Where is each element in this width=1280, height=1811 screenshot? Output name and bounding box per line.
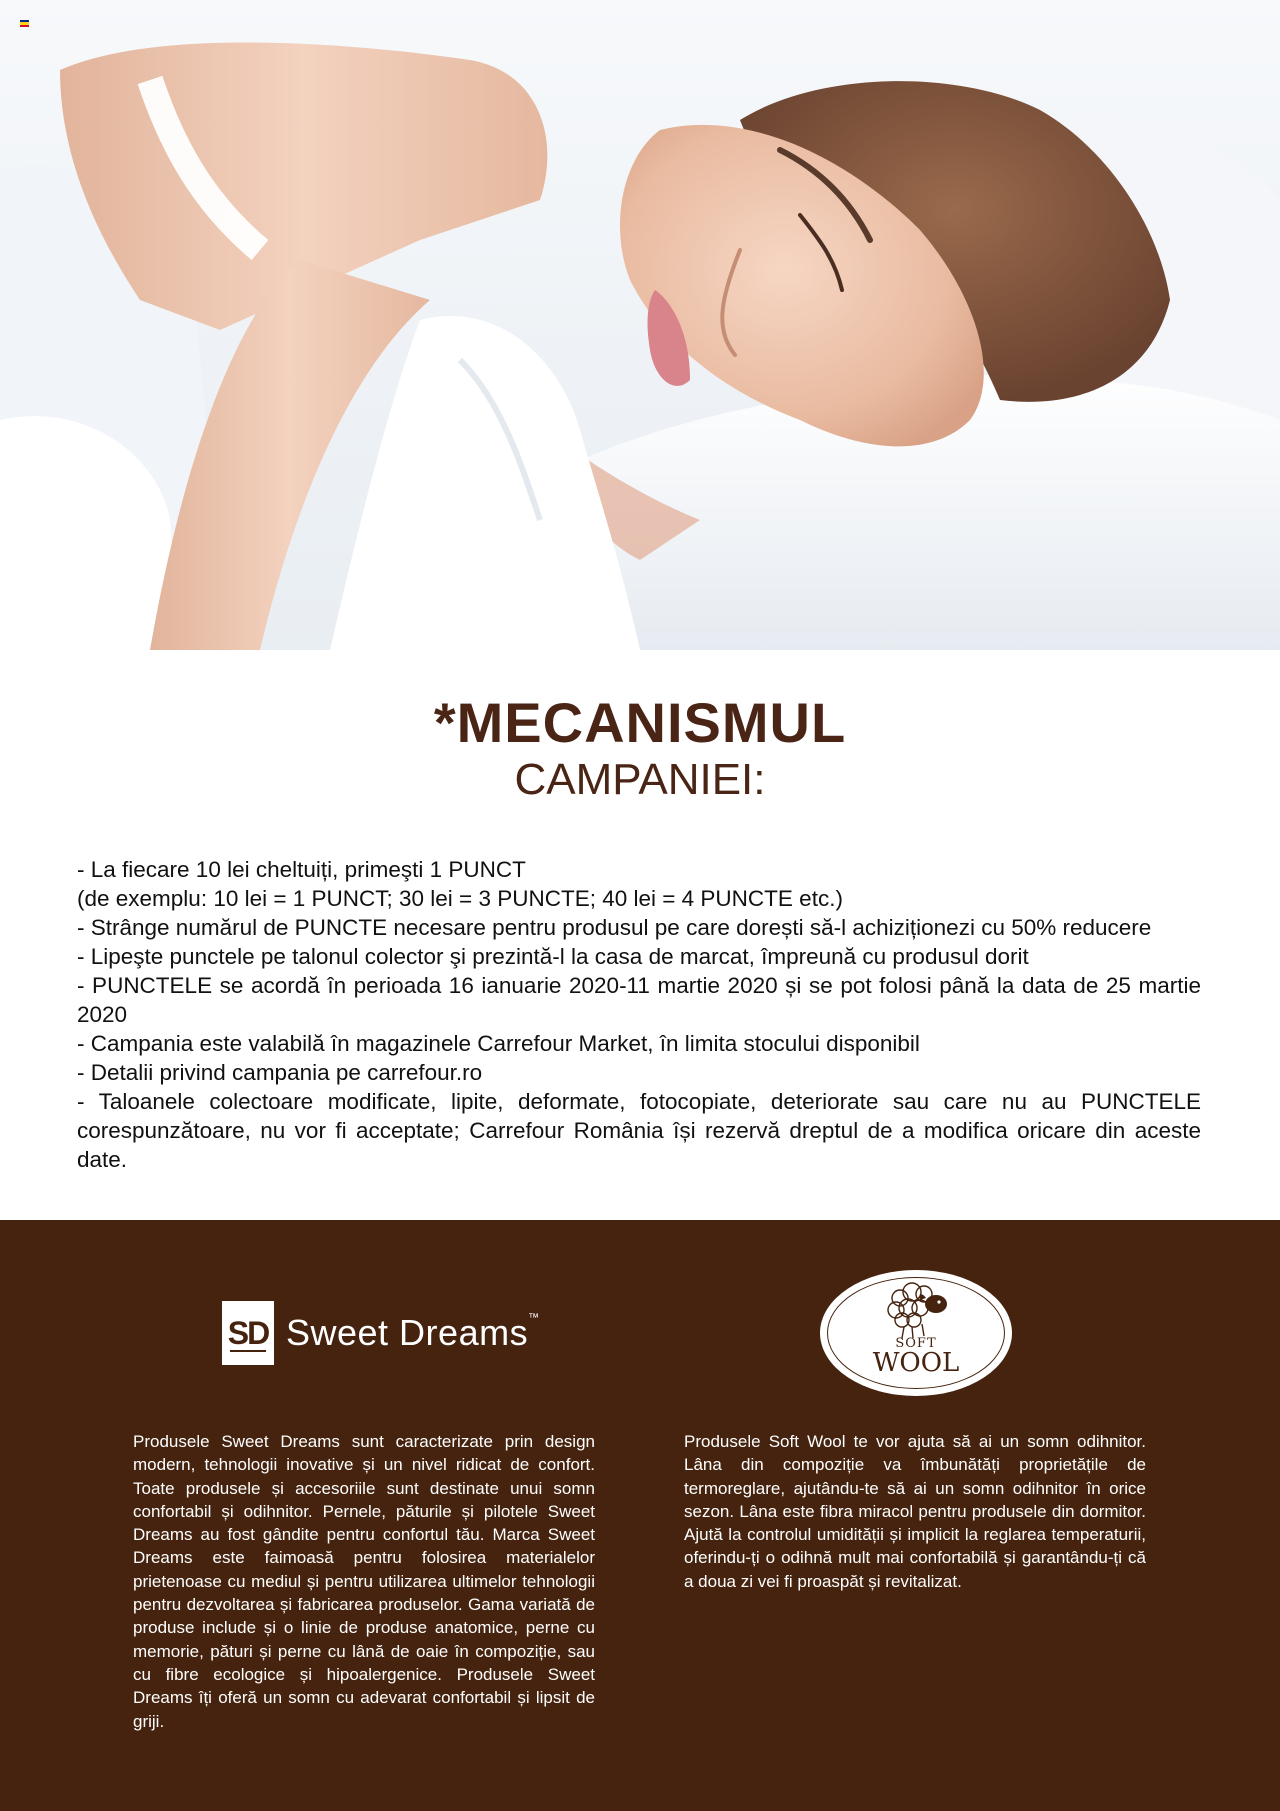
mechanism-subtitle: CAMPANIEI: (514, 755, 766, 804)
soft-wool-logo (820, 1270, 1012, 1396)
rule-line: - PUNCTELE se acordă în perioada 16 ianuarie 2020-11 martie 2020 și se pot folosi până la data de 25 martie 2020 (77, 973, 1201, 1027)
romanian-flag-icon (20, 20, 29, 27)
trademark-symbol: ™ (528, 1312, 540, 1324)
brands-section (0, 1220, 1280, 1811)
sheep-icon (882, 1278, 954, 1340)
hero-photo (0, 0, 1280, 650)
sweet-dreams-description: Produsele Sweet Dreams sunt caracterizate prin design modern, tehnologii inovative și un nivel ridicat de confort. Toate produsele și accesoriile sunt destinate unui somn confortabil și odihnitor. Pernele, păturile și pilotele Sweet Dreams au fost gândite pentru confortul tău. Marca Sweet Dreams este faimoasă pentru folosirea materialelor prietenoase cu mediul și pentru utilizarea ultimelor tehnologii pentru dezvoltarea și fabricarea produselor. Gama variată de produse include și o linie de produse anatomice, perne cu memorie, pături și perne cu lână de oaie în compoziție, sau cu fibre ecologice și hipoalergenice. Produsele Sweet Dreams îți oferă un somn cu adevarat confortabil și lipsit de griji. (133, 1432, 595, 1731)
mechanism-title: *MECANISMUL (433, 691, 847, 754)
rule-line: - Detalii privind campania pe carrefour.ro (77, 1060, 483, 1085)
soft-wool-description: Produsele Soft Wool te vor ajuta să ai un somn odihnitor. Lâna din compoziție va îmbunătăți proprietățile de termoreglare, ajutându-te să ai un somn odihnitor în orice sezon. Lâna este fibra miracol pentru produsele din dormitor. Ajută la controlul umidității și implicit la reglarea temperaturii, oferindu-ți o odihnă mult mai confortabilă și garantându-ți că a doua zi vei fi proaspăt și revitalizat. (684, 1432, 1146, 1591)
rule-line: - Strânge numărul de PUNCTE necesare pentru produsul pe care dorești să-l achiziționezi cu 50% reducere (77, 915, 1152, 940)
sd-mark: SD (222, 1301, 274, 1365)
sleeping-woman-illustration (0, 0, 1280, 650)
campaign-mechanism-section (0, 650, 1280, 1220)
campaign-rules (77, 855, 1201, 1174)
rule-line: - Taloanele colectoare modificate, lipite, deformate, fotocopiate, deteriorate sau care nu au PUNCTELE corespunzătoare, nu vor fi acceptate; Carrefour România își rezervă dreptul de a modifica oricare din aceste date. (77, 1089, 1201, 1172)
sweet-dreams-wordmark: Sweet Dreams (286, 1312, 529, 1353)
rule-line: (de exemplu: 10 lei = 1 PUNCT; 30 lei = 3 PUNCTE; 40 lei = 4 PUNCTE etc.) (77, 886, 843, 911)
soft-wool-logo-top: SOFT (895, 1336, 937, 1351)
soft-wool-logo-bottom: WOOL (872, 1348, 960, 1378)
sweet-dreams-logo (222, 1300, 539, 1366)
rule-line: - La fiecare 10 lei cheltuiți, primeşti 1 PUNCT (77, 857, 526, 882)
rule-line: - Lipeşte punctele pe talonul colector şi prezintă-l la casa de marcat, împreună cu produsul dorit (77, 944, 1029, 969)
rule-line: - Campania este valabilă în magazinele Carrefour Market, în limita stocului disponibil (77, 1031, 920, 1056)
